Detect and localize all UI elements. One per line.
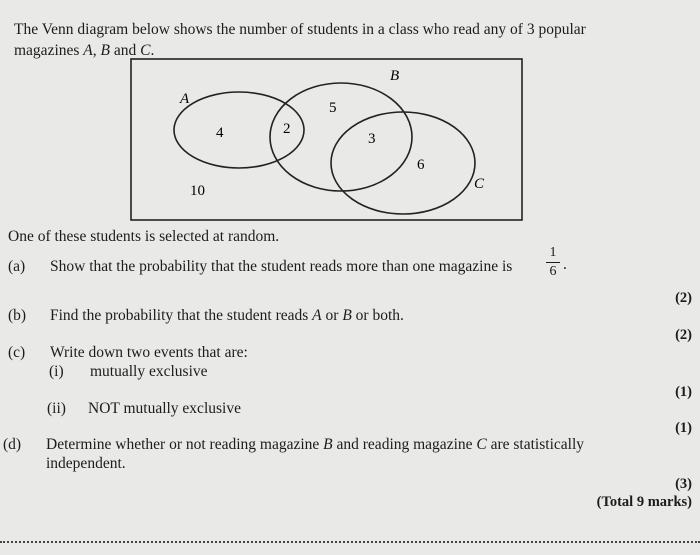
part-b-marks: (2) — [675, 327, 692, 343]
part-c-i-text: mutually exclusive — [90, 363, 208, 380]
fraction-denominator: 6 — [549, 264, 557, 279]
part-b-label: (b) — [8, 307, 27, 324]
value-a-and-b: 2 — [283, 121, 291, 137]
value-outside: 10 — [190, 183, 205, 199]
venn-diagram — [130, 58, 524, 222]
total-marks: (Total 9 marks) — [596, 494, 692, 510]
selection-statement: One of these students is selected at random. — [8, 228, 280, 245]
part-d-text: Determine whether or not reading magazine B and reading magazine C are statistically — [46, 436, 585, 453]
part-a-label: (a) — [8, 258, 26, 275]
value-c-only: 6 — [417, 157, 425, 173]
part-c-label: (c) — [8, 344, 26, 361]
part-c-i-label: (i) — [49, 363, 64, 380]
part-c-ii-text: NOT mutually exclusive — [88, 400, 241, 417]
part-c-ii-marks: (1) — [675, 420, 692, 436]
probability-fraction — [546, 245, 560, 280]
part-d-marks: (3) — [675, 476, 692, 492]
part-d-line-2: independent. — [46, 455, 126, 472]
part-c-ii-label: (ii) — [47, 400, 66, 417]
part-a-marks: (2) — [675, 290, 692, 306]
part-d-label: (d) — [3, 436, 22, 453]
set-a-label: A — [180, 91, 190, 107]
part-c-text: Write down two events that are: — [50, 344, 248, 361]
answer-dotted-line — [0, 541, 700, 543]
fraction-numerator: 1 — [549, 245, 557, 260]
intro-line-2: magazines A, B and C. — [14, 42, 155, 59]
part-c-i-marks: (1) — [675, 384, 692, 400]
set-b-label: B — [390, 68, 400, 84]
intro-line-1: The Venn diagram below shows the number of students in a class who read any of 3 popular — [14, 21, 586, 38]
value-b-and-c: 3 — [368, 131, 376, 147]
value-a-only: 4 — [216, 125, 224, 141]
part-a-text: Show that the probability that the student reads more than one magazine is — [50, 258, 513, 275]
part-b-text: Find the probability that the student reads A or B or both. — [50, 307, 404, 324]
fraction-bar — [546, 262, 560, 263]
value-b-only: 5 — [329, 100, 337, 116]
set-c-label: C — [474, 176, 485, 192]
part-a-end: . — [563, 256, 567, 273]
